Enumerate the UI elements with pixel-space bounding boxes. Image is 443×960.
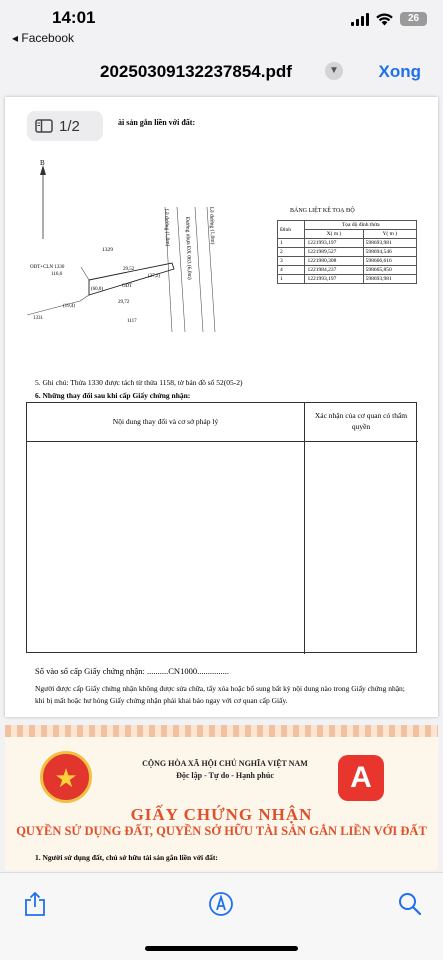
coord-col-x: X( m ): [305, 230, 363, 239]
coord-y: 598665,850: [363, 266, 416, 275]
coord-x: 1221980,308: [305, 257, 363, 266]
table-row: [278, 275, 417, 284]
coord-point: 4: [278, 266, 305, 275]
certificate-title: GIẤY CHỨNG NHẬN: [130, 805, 313, 824]
search-icon[interactable]: [397, 891, 423, 917]
coord-point: 1: [278, 275, 305, 284]
neighbor-boundary: [27, 295, 89, 315]
coord-table-caption: BẢNG LIỆT KÊ TOẠ ĐỘ: [290, 208, 355, 214]
back-to-facebook-link[interactable]: ◂ Facebook: [12, 31, 75, 45]
home-indicator[interactable]: [145, 946, 298, 951]
coord-x: 1221984,237: [305, 266, 363, 275]
coord-col-point: Đỉnh: [278, 221, 305, 239]
changes-table: [26, 402, 417, 653]
file-title[interactable]: 20250309132237854.pdf: [100, 62, 292, 81]
parcel-map: [27, 147, 257, 347]
national-motto: Độc lập - Tự do - Hạnh phúc: [176, 771, 274, 780]
parcel-label-1331: 1331: [33, 316, 43, 321]
register-number-line: Số vào sổ cấp Giấy chứng nhận: ..........CN1000...............: [35, 666, 229, 676]
table-row: [278, 239, 417, 248]
owner-section-heading: 1. Người sử dụng đất, chủ sở hữu tài sản gắn liền với đất:: [35, 853, 218, 862]
share-icon[interactable]: [22, 891, 48, 917]
coord-y: 598693,981: [363, 275, 416, 284]
nav-bar: [0, 52, 443, 94]
coord-point: 1: [278, 239, 305, 248]
coord-x: 1221993,197: [305, 275, 363, 284]
distance-label-3: (60,0): [91, 287, 104, 292]
north-label: B: [40, 159, 45, 167]
national-emblem-icon: [40, 751, 92, 803]
note-6: 6. Những thay đổi sau khi cấp Giấy chứng nhận:: [35, 391, 191, 400]
road-edge-3: [195, 207, 203, 332]
distance-label-1: 29,52: [123, 267, 135, 272]
status-icons: [351, 12, 427, 26]
distance-label-5: (19,4): [63, 304, 76, 309]
road-edge-2: [177, 207, 185, 332]
sidebar-icon: [35, 119, 53, 133]
road-label-1: Lề đường (1,0m): [163, 208, 171, 247]
table-row: [278, 266, 417, 275]
coord-point: 3: [278, 257, 305, 266]
changes-col-content: Nội dung thay đổi và cơ sở pháp lý: [112, 417, 219, 426]
national-name: CỘNG HÒA XÃ HỘI CHỦ NGHĨA VIỆT NAM: [142, 759, 308, 768]
parcel-label-1330: ODT+CLN 1330: [30, 265, 65, 270]
section-heading: ài sản gắn liền với đất:: [118, 118, 196, 127]
distance-label-4: 29,72: [118, 300, 130, 305]
coord-x: 1221993,197: [305, 239, 363, 248]
app-logo-icon: A: [338, 755, 384, 801]
certificate-notice: Người được cấp Giấy chứng nhận không được sửa chữa, tẩy xóa hoặc bổ sung bất kỳ nội dung nào trong Giấy chứng nhận; khi bị mất hoặc hư hỏng Giấy chứng nhận phải khai báo ngay với cơ quan cấp Giấy.: [35, 684, 405, 705]
coord-point: 2: [278, 248, 305, 257]
chevron-down-icon[interactable]: ▼: [325, 62, 343, 80]
pdf-page-1[interactable]: [5, 97, 438, 717]
page-indicator-text: 1/2: [59, 117, 80, 135]
coord-col-y: Y( m ): [363, 230, 416, 239]
changes-col-confirmation: Xác nhận của cơ quan có thẩm quyền: [314, 411, 408, 431]
table-row: [278, 248, 417, 257]
status-time: 14:01: [52, 8, 96, 27]
neighbor-boundary-2: [81, 267, 89, 280]
parcel-label-1329: 1329: [102, 247, 113, 253]
pdf-page-2[interactable]: [5, 725, 438, 870]
parcel-area-label: 116,6: [51, 272, 63, 277]
coord-y: 598666,616: [363, 257, 416, 266]
road-label-2: Đường nhựa ĐX 063 (6,0m): [184, 216, 193, 280]
wifi-icon: [376, 13, 393, 26]
changes-row-divider: [27, 441, 418, 442]
page-indicator[interactable]: [27, 111, 103, 141]
note-5: 5. Ghi chú: Thửa 1330 được tách từ thửa 1158, tờ bản đồ số 52(05-2): [35, 378, 243, 387]
signal-icon: [351, 13, 369, 26]
table-row: [278, 257, 417, 266]
coord-y: 598693,981: [363, 239, 416, 248]
markup-icon[interactable]: [208, 891, 234, 917]
certificate-subtitle: QUYỀN SỬ DỤNG ĐẤT, QUYỀN SỞ HỮU TÀI SẢN GẮN LIỀN VỚI ĐẤT: [16, 824, 427, 838]
decorative-border: [5, 725, 438, 737]
star-icon: ★: [54, 763, 78, 793]
land-use-label: ODT: [122, 284, 133, 289]
road-label-3: Lề đường (1,0m): [208, 206, 216, 245]
coord-header-main: Tọa độ đỉnh thửa: [305, 221, 417, 230]
coord-table: [277, 220, 417, 284]
status-bar: [0, 0, 443, 50]
done-button[interactable]: Xong: [378, 62, 421, 81]
parcel-label-1117: 1117: [127, 319, 137, 324]
coord-y: 598694,546: [363, 248, 416, 257]
distance-label-2: (37,2): [148, 274, 161, 279]
battery-icon: 26: [400, 12, 427, 26]
coord-x: 1221989,527: [305, 248, 363, 257]
